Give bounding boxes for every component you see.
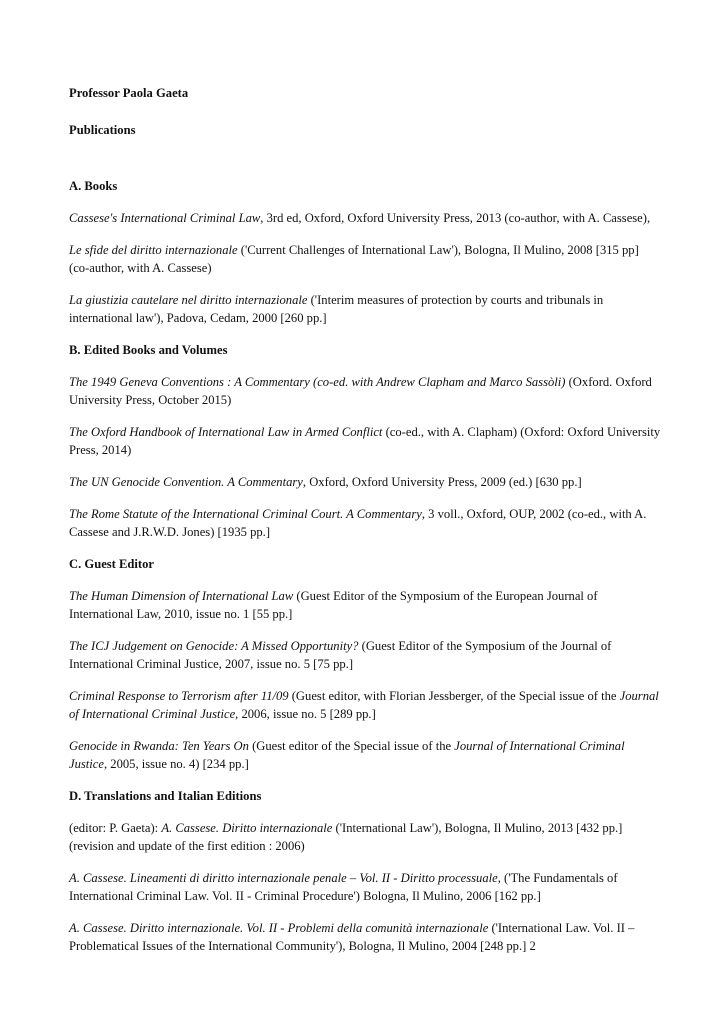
- section-heading: D. Translations and Italian Editions: [69, 789, 262, 803]
- section-translations: [69, 787, 661, 955]
- publication-entry: The 1949 Geneva Conventions : A Commentary (co-ed. with Andrew Clapham and Marco Sassòli) (Oxford. Oxford University Press, October 2015): [69, 375, 652, 407]
- publication-entry: The Human Dimension of International Law (Guest Editor of the Symposium of the European Journal of International Law, 2010, issue no. 1 [55 pp.]: [69, 589, 598, 621]
- publication-entry: Genocide in Rwanda: Ten Years On (Guest editor of the Special issue of the Journal of International Criminal Justice, 2005, issue no. 4) [234 pp.]: [69, 739, 625, 771]
- publication-entry: La giustizia cautelare nel diritto internazionale ('Interim measures of protection by courts and tribunals in international law'), Padova, Cedam, 2000 [260 pp.]: [69, 293, 604, 325]
- author-name: Professor Paola Gaeta: [69, 86, 189, 100]
- publication-entry: The UN Genocide Convention. A Commentary, Oxford, Oxford University Press, 2009 (ed.) [630 pp.]: [69, 475, 582, 489]
- publication-entry: A. Cassese. Diritto internazionale. Vol. II - Problemi della comunità internazionale ('International Law. Vol. II – Problematical Issues of the International Community'), Bologna, Il Mulino, 2004 [248 pp.] 2: [69, 921, 635, 953]
- section-books: [69, 177, 661, 327]
- publication-entry: The Rome Statute of the International Criminal Court. A Commentary, 3 voll., Oxford, OUP, 2002 (co-ed., with A. Cassese and J.R.W.D. Jones) [1935 pp.]: [69, 507, 647, 539]
- section-guest-editor: [69, 555, 661, 773]
- publication-entry: The Oxford Handbook of International Law in Armed Conflict (co-ed., with A. Clapham) (Oxford: Oxford University Press, 2014): [69, 425, 661, 457]
- section-heading: A. Books: [69, 179, 118, 193]
- publication-entry: (editor: P. Gaeta): A. Cassese. Diritto internazionale ('International Law'), Bologna, Il Mulino, 2013 [432 pp.] (revision and update of the first edition : 2006): [69, 821, 623, 853]
- publication-entry: A. Cassese. Lineamenti di diritto internazionale penale – Vol. II - Diritto processuale, ('The Fundamentals of International Criminal Law. Vol. II - Criminal Procedure') Bologna, Il Mulino, 2006 [162 pp.]: [69, 871, 618, 903]
- section-edited-books: [69, 341, 661, 541]
- document-page: [69, 84, 661, 969]
- section-heading: C. Guest Editor: [69, 557, 155, 571]
- publication-entry: Criminal Response to Terrorism after 11/09 (Guest editor, with Florian Jessberger, of the Special issue of the Journal of International Criminal Justice, 2006, issue no. 5 [289 pp.]: [69, 689, 659, 721]
- section-heading: B. Edited Books and Volumes: [69, 343, 228, 357]
- publication-entry: Cassese's International Criminal Law, 3rd ed, Oxford, Oxford University Press, 2013 (co-author, with A. Cassese),: [69, 211, 651, 225]
- document-subtitle: Publications: [69, 123, 136, 137]
- publication-entry: The ICJ Judgement on Genocide: A Missed Opportunity? (Guest Editor of the Symposium of the Journal of International Criminal Justice, 2007, issue no. 5 [75 pp.]: [69, 639, 612, 671]
- publication-entry: Le sfide del diritto internazionale ('Current Challenges of International Law'), Bologna, Il Mulino, 2008 [315 pp] (co-author, with A. Cassese): [69, 243, 639, 275]
